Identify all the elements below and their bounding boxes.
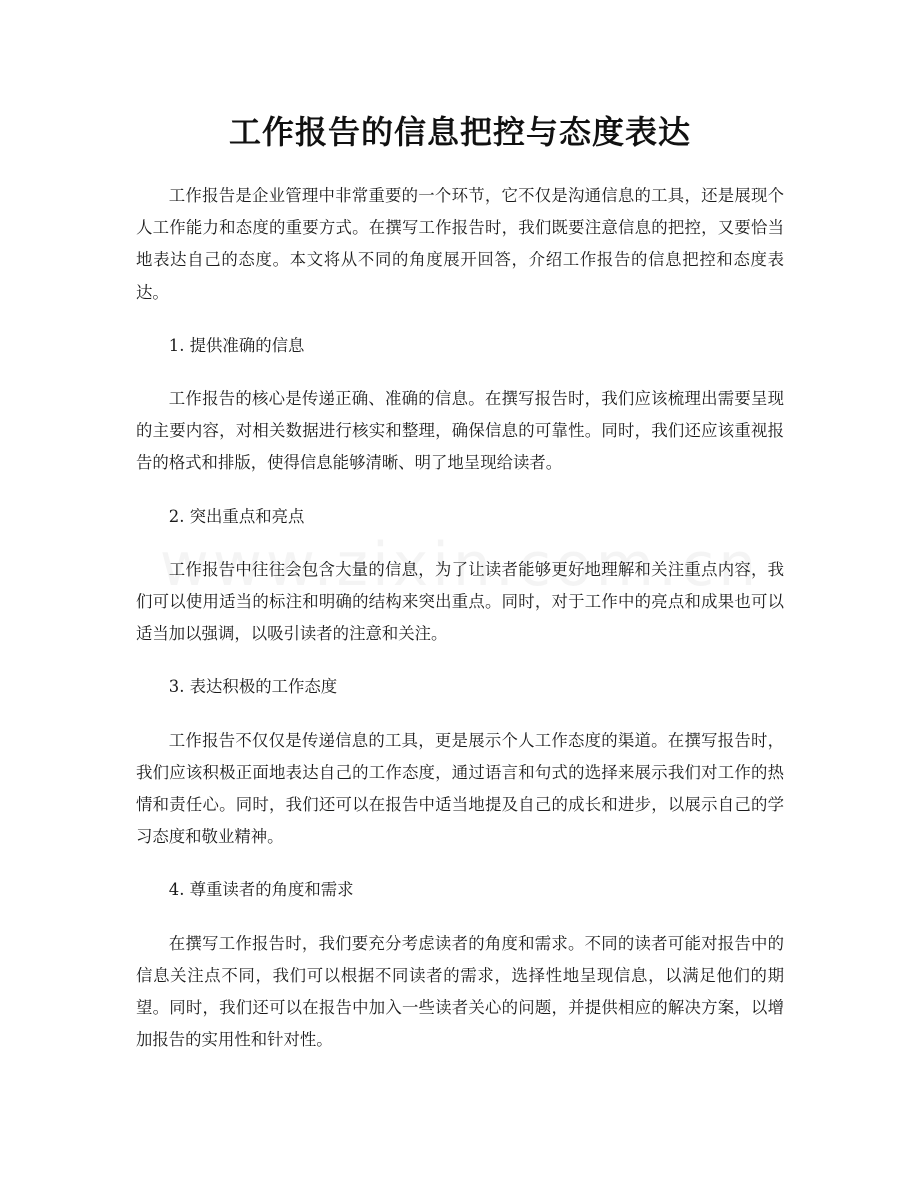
section-heading: 3. 表达积极的工作态度 bbox=[168, 677, 338, 697]
section-heading: 2. 突出重点和亮点 bbox=[168, 506, 305, 526]
section-heading: 1. 提供准确的信息 bbox=[168, 335, 305, 355]
document-title: 工作报告的信息把控与态度表达 bbox=[228, 113, 691, 151]
section-paragraph: 工作报告不仅仅是传递信息的工具，更是展示个人工作态度的渠道。在撰写报告时，我们应该积极正面地表达自己的工作态度，通过语言和句式的选择来展示我们对工作的热情和责任心。同时，我们还可以在报告中适当地提及自己的成长和进步，以展示自己的学习态度和敬业精神。 bbox=[136, 730, 784, 847]
section-paragraph: 工作报告的核心是传递正确、准确的信息。在撰写报告时，我们应该梳理出需要呈现的主要内容，对相关数据进行核实和整理，确保信息的可靠性。同时，我们还应该重视报告的格式和排版，使得信息能够清晰、明了地呈现给读者。 bbox=[136, 389, 784, 473]
section-paragraph: 工作报告中往往会包含大量的信息，为了让读者能够更好地理解和关注重点内容，我们可以使用适当的标注和明确的结构来突出重点。同时，对于工作中的亮点和成果也可以适当加以强调，以吸引读者的注意和关注。 bbox=[136, 559, 784, 644]
section-heading: 4. 尊重读者的角度和需求 bbox=[168, 880, 354, 900]
intro-paragraph: 工作报告是企业管理中非常重要的一个环节，它不仅是沟通信息的工具，还是展现个人工作能力和态度的重要方式。在撰写工作报告时，我们既要注意信息的把控，又要恰当地表达自己的态度。本文将从不同的角度展开回答，介绍工作报告的信息把控和态度表达。 bbox=[136, 186, 784, 302]
section-paragraph: 在撰写工作报告时，我们要充分考虑读者的角度和需求。不同的读者可能对报告中的信息关注点不同，我们可以根据不同读者的需求，选择性地呈现信息，以满足他们的期望。同时，我们还可以在报告中加入一些读者关心的问题，并提供相应的解决方案，以增加报告的实用性和针对性。 bbox=[136, 933, 784, 1050]
document-body bbox=[136, 180, 784, 1077]
